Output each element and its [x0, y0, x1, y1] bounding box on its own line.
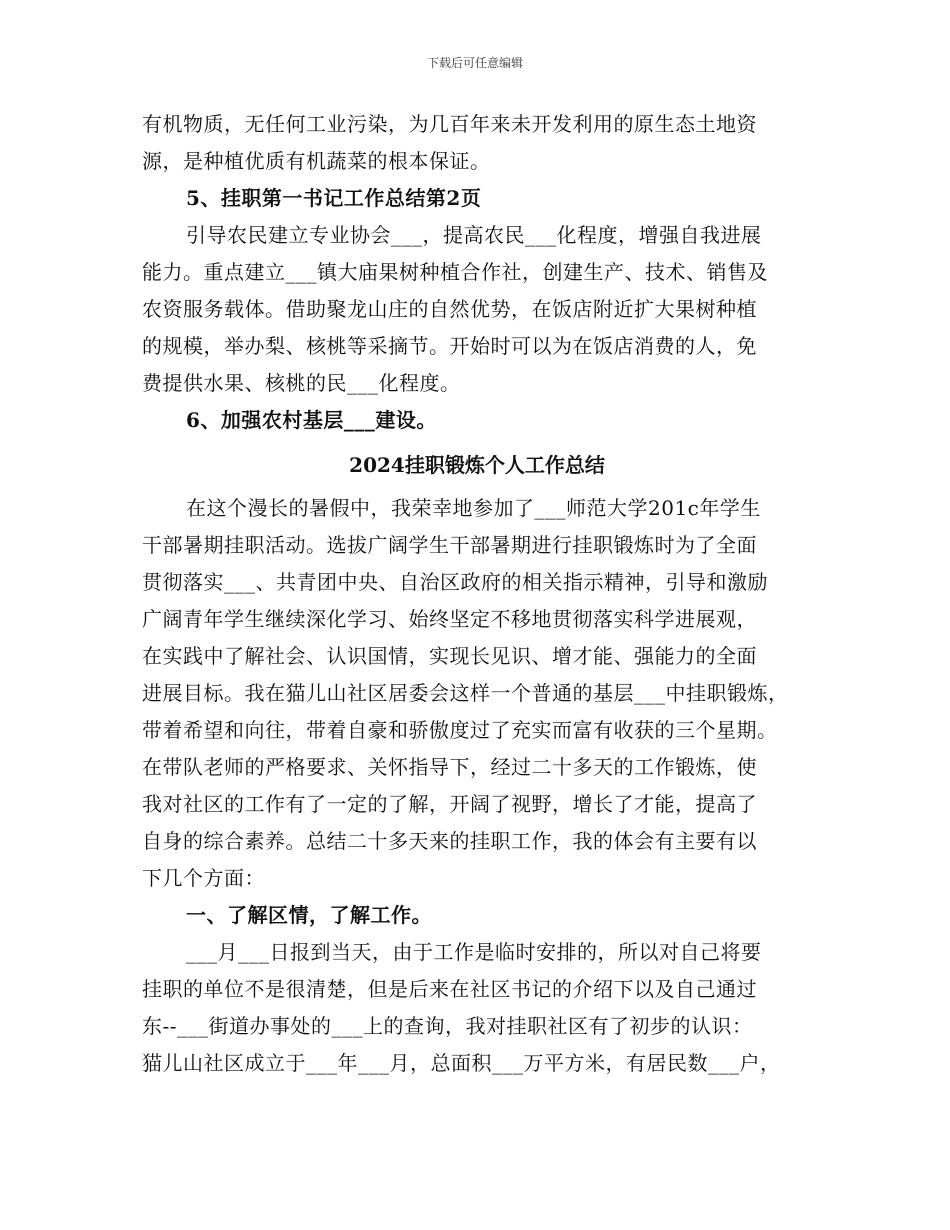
paragraph-line: 我对社区的工作有了一定的了解，开阔了视野，增长了才能，提高了: [142, 792, 757, 816]
paragraph-line: 在带队老师的严格要求、关怀指导下，经过二十多天的工作锻炼，使: [142, 755, 757, 779]
paragraph-line: 农资服务载体。借助聚龙山庄的自然优势，在饭店附近扩大果树种植: [142, 297, 757, 321]
paragraph-line: 源，是种植优质有机蔬菜的根本保证。: [142, 149, 491, 173]
section-heading: 一、了解区情，了解工作。: [186, 903, 432, 927]
paragraph-line: 自身的综合素养。总结二十多天来的挂职工作，我的体会有主要有以: [142, 829, 757, 853]
paragraph-line: 在这个漫长的暑假中，我荣幸地参加了___师范大学201c年学生: [186, 496, 761, 520]
paragraph-line: 干部暑期挂职活动。选拔广阔学生干部暑期进行挂职锻炼时为了全面: [142, 533, 757, 557]
paragraph-line: 进展目标。我在猫儿山社区居委会这样一个普通的基层___中挂职锻炼，: [142, 681, 789, 705]
section-heading: 6、加强农村基层___建设。: [186, 408, 437, 432]
paragraph-line: 猫儿山社区成立于___年___月，总面积___万平方米，有居民数___户，: [142, 1051, 781, 1075]
paragraph-line: 带着希望和向往，带着自豪和骄傲度过了充实而富有收获的三个星期。: [142, 718, 778, 742]
page-header: 下载后可任意编辑: [426, 56, 523, 70]
document-body: [142, 106, 812, 1082]
paragraph-line: ___月___日报到当天，由于工作是临时安排的，所以对自己将要: [186, 940, 762, 964]
document-title: 2024挂职锻炼个人工作总结: [349, 453, 605, 477]
paragraph-line: 挂职的单位不是很清楚，但是后来在社区书记的介绍下以及自己通过: [142, 977, 757, 1001]
paragraph-line: 能力。重点建立___镇大庙果树种植合作社，创建生产、技术、销售及: [142, 260, 768, 284]
paragraph-line: 的规模，举办梨、核桃等采摘节。开始时可以为在饭店消费的人，免: [142, 334, 757, 358]
section-heading: 5、挂职第一书记工作总结第2页: [186, 186, 482, 210]
paragraph-line: 引导农民建立专业协会___，提高农民___化程度，增强自我进展: [186, 223, 762, 247]
paragraph-line: 有机物质，无任何工业污染，为几百年来未开发利用的原生态土地资: [142, 112, 757, 136]
paragraph-line: 贯彻落实___、共青团中央、自治区政府的相关指示精神，引导和激励: [142, 570, 768, 594]
paragraph-line: 费提供水果、核桃的民___化程度。: [142, 371, 461, 395]
paragraph-line: 广阔青年学生继续深化学习、始终坚定不移地贯彻落实科学进展观，: [142, 607, 757, 631]
paragraph-line: 东--___街道办事处的___上的查询，我对挂职社区有了初步的认识：: [142, 1014, 753, 1038]
paragraph-line: 下几个方面：: [142, 866, 265, 890]
paragraph-line: 在实践中了解社会、认识国情，实现长见识、增才能、强能力的全面: [142, 644, 757, 668]
